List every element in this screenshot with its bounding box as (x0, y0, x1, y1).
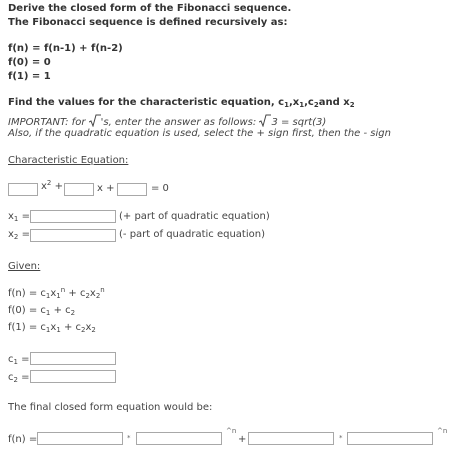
x2-input[interactable] (30, 229, 116, 242)
sqrt-symbol-icon (89, 114, 101, 128)
given-label: Given: (8, 261, 41, 272)
quadratic-note: Also, if the quadratic equation is used, select the + sign first, then the - sign (8, 128, 391, 139)
c2-input[interactable] (30, 370, 116, 383)
times-symbol-2: * (339, 434, 343, 442)
fn-label: f(n) = (8, 434, 38, 445)
final-c2-input[interactable] (248, 432, 334, 445)
final-x1-input[interactable] (136, 432, 222, 445)
times-symbol: * (127, 434, 131, 442)
important-note: IMPORTANT: for 's, enter the answer as follows: 3 = sqrt(3) (8, 114, 326, 128)
c1-label: $c_1$ = (8, 354, 30, 366)
power-n-symbol: ^n (226, 427, 237, 435)
x-squared-term: $x^2$ + (41, 179, 63, 192)
final-x2-input[interactable] (347, 432, 433, 445)
c2-label: $c_2$ = (8, 372, 30, 384)
x2-note: (- part of quadratic equation) (119, 229, 265, 240)
intro-line-2: The Fibonacci sequence is defined recursively as: (8, 17, 288, 28)
x1-note: (+ part of quadratic equation) (119, 211, 270, 222)
x2-label: $x_2$ = (8, 229, 30, 241)
x-term: x + (97, 183, 115, 194)
c1-input[interactable] (30, 352, 116, 365)
equals-zero: = 0 (151, 183, 169, 194)
sqrt-symbol-icon (259, 114, 271, 128)
power-n-symbol-2: ^n (437, 427, 448, 435)
intro-line-1: Derive the closed form of the Fibonacci sequence. (8, 3, 292, 14)
coefficient-x-input[interactable] (64, 183, 94, 196)
definition-recursive: f(n) = f(n-1) + f(n-2) (8, 43, 123, 54)
constant-input[interactable] (117, 183, 147, 196)
coefficient-x2-input[interactable] (8, 183, 38, 196)
x1-label: $x_1$ = (8, 211, 30, 223)
given-f1: $f(1) = c_1x_1 + c_2x_2$ (8, 322, 96, 334)
final-c1-input[interactable] (37, 432, 123, 445)
final-text: The final closed form equation would be: (8, 402, 213, 413)
characteristic-equation-label: Characteristic Equation: (8, 155, 129, 166)
definition-f0: f(0) = 0 (8, 57, 51, 68)
task-heading: Find the values for the characteristic equation, $c_1,x_1,c_2and$ $x_2$ (8, 97, 355, 109)
definition-f1: f(1) = 1 (8, 71, 51, 82)
x1-input[interactable] (30, 210, 116, 223)
plus-symbol: + (238, 434, 247, 445)
given-f0: $f(0) = c_1 + c_2$ (8, 305, 76, 317)
given-fn: $f(n) = c_1x_1^n + c_2x_2^n$ (8, 286, 105, 300)
